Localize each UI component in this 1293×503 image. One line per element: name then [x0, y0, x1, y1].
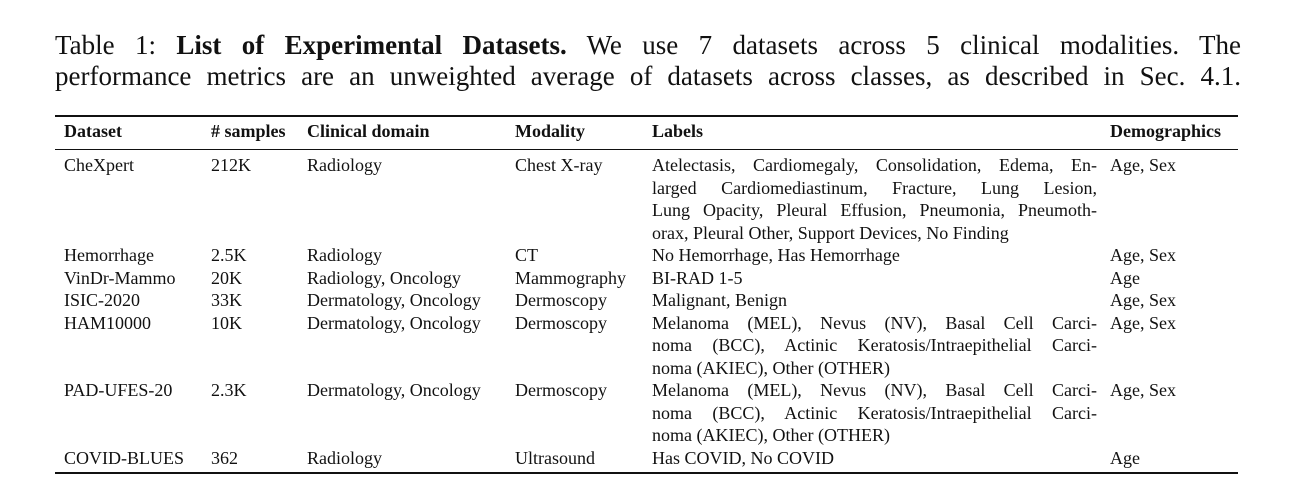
- labels-line: orax, Pleural Other, Support Devices, No Finding: [652, 222, 1009, 243]
- cell-dataset: VinDr-Mammo: [64, 267, 176, 288]
- caption-text-line2: performance metrics are an unweighted average of datasets across classes, as described in Sec. 4.1.: [55, 61, 1241, 91]
- header-demographics: Demographics: [1110, 121, 1221, 141]
- cell-labels: [652, 447, 1097, 470]
- cell-modality: Chest X-ray: [515, 155, 603, 175]
- cell-domain: Dermatology, Oncology: [307, 380, 481, 400]
- cell-dataset: ISIC-2020: [64, 290, 140, 310]
- cell-demographics: Age, Sex: [1110, 245, 1176, 265]
- cell-labels: [652, 267, 1097, 290]
- labels-line: Lung Opacity, Pleural Effusion, Pneumonia, Pneumoth-: [652, 200, 1097, 220]
- cell-demographics: Age, Sex: [1110, 312, 1176, 333]
- cell-demographics: Age: [1110, 267, 1140, 288]
- labels-line: No Hemorrhage, Has Hemorrhage: [652, 245, 900, 265]
- header-samples: # samples: [211, 121, 286, 141]
- caption-title: List of Experimental Datasets.: [176, 30, 567, 60]
- cell-domain: Radiology, Oncology: [307, 267, 461, 288]
- header-modality: Modality: [515, 121, 585, 141]
- cell-labels: [652, 244, 1097, 267]
- cell-domain: Radiology: [307, 447, 382, 468]
- cell-labels: [652, 289, 1097, 312]
- labels-line: noma (AKIEC), Other (OTHER): [652, 357, 890, 378]
- cell-samples: 33K: [211, 290, 242, 310]
- labels-line: noma (AKIEC), Other (OTHER): [652, 425, 890, 445]
- labels-line: Atelectasis, Cardiomegaly, Consolidation, Edema, En-: [652, 155, 1097, 175]
- caption-prefix: Table 1:: [55, 30, 156, 60]
- table-bottom-rule: [55, 472, 1238, 474]
- cell-modality: CT: [515, 245, 539, 265]
- labels-line: Malignant, Benign: [652, 290, 787, 310]
- cell-dataset: COVID-BLUES: [64, 447, 184, 468]
- cell-labels: [652, 379, 1097, 447]
- cell-modality: Mammography: [515, 267, 626, 288]
- caption-text-line1: We use 7 datasets across 5 clinical modalities. The: [586, 30, 1242, 60]
- table-caption: [55, 30, 1241, 92]
- cell-modality: Dermoscopy: [515, 380, 607, 400]
- cell-demographics: Age, Sex: [1110, 380, 1176, 400]
- cell-demographics: Age: [1110, 447, 1140, 468]
- header-dataset: Dataset: [64, 121, 122, 141]
- cell-dataset: CheXpert: [64, 155, 134, 175]
- header-domain: Clinical domain: [307, 121, 430, 141]
- cell-labels: [652, 312, 1097, 380]
- cell-samples: 212K: [211, 155, 251, 175]
- labels-line: noma (BCC), Actinic Keratosis/Intraepithelial Carci-: [652, 335, 1097, 355]
- table-header-rule: [55, 149, 1238, 150]
- cell-domain: Dermatology, Oncology: [307, 290, 481, 310]
- labels-line: larged Cardiomediastinum, Fracture, Lung Lesion,: [652, 177, 1097, 198]
- cell-modality: Dermoscopy: [515, 312, 607, 333]
- cell-domain: Radiology: [307, 245, 382, 265]
- labels-line: BI-RAD 1-5: [652, 267, 743, 288]
- labels-line: Melanoma (MEL), Nevus (NV), Basal Cell Carci-: [652, 380, 1097, 400]
- cell-samples: 10K: [211, 312, 242, 333]
- cell-dataset: PAD-UFES-20: [64, 380, 173, 400]
- cell-modality: Dermoscopy: [515, 290, 607, 310]
- header-labels: Labels: [652, 121, 704, 141]
- table-top-rule: [55, 115, 1238, 117]
- cell-demographics: Age, Sex: [1110, 155, 1176, 175]
- cell-domain: Dermatology, Oncology: [307, 312, 481, 333]
- cell-labels: [652, 154, 1097, 244]
- labels-line: Has COVID, No COVID: [652, 447, 834, 468]
- cell-modality: Ultrasound: [515, 447, 595, 468]
- labels-line: Melanoma (MEL), Nevus (NV), Basal Cell Carci-: [652, 312, 1097, 333]
- cell-samples: 20K: [211, 267, 242, 288]
- cell-domain: Radiology: [307, 155, 382, 175]
- cell-dataset: HAM10000: [64, 312, 152, 333]
- cell-samples: 362: [211, 447, 238, 468]
- cell-samples: 2.5K: [211, 245, 247, 265]
- cell-samples: 2.3K: [211, 380, 247, 400]
- cell-dataset: Hemorrhage: [64, 245, 154, 265]
- cell-demographics: Age, Sex: [1110, 290, 1176, 310]
- labels-line: noma (BCC), Actinic Keratosis/Intraepithelial Carci-: [652, 402, 1097, 423]
